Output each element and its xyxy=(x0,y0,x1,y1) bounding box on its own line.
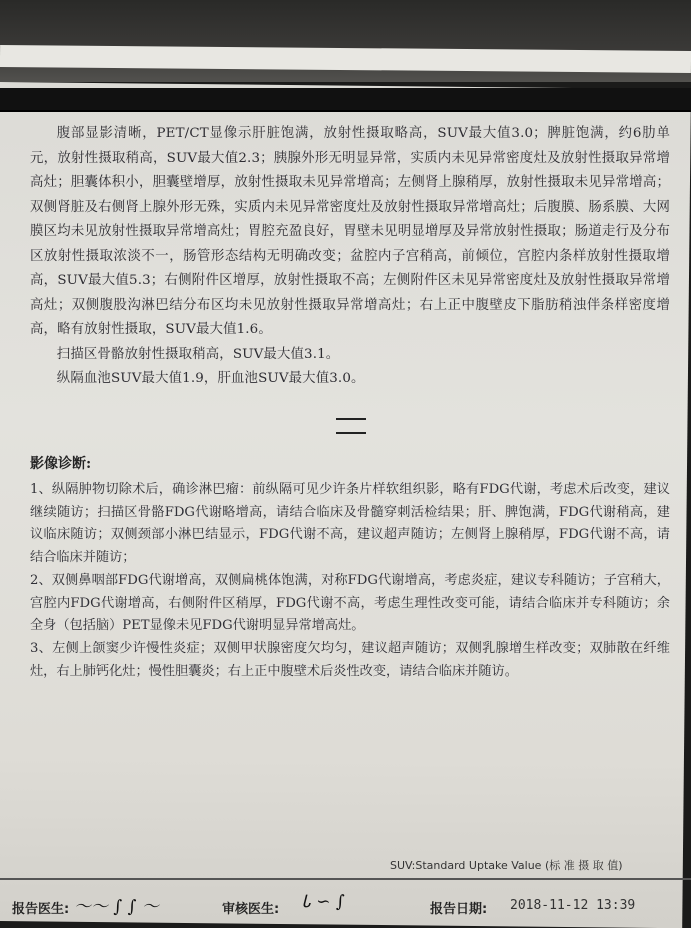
diagnosis-item-3: 3、左侧上颌窦少许慢性炎症；双侧甲状腺密度欠均匀，建议超声随访；双侧乳腺增生样改变；双肺散在纤维灶，右上肺钙化灶；慢性胆囊炎；右上正中腹壁术后炎性改变，请结合临床并随访。 xyxy=(30,640,670,679)
diagnosis-item-2: 2、双侧鼻咽部FDG代谢增高，双侧扁桃体饱满，对称FDG代谢增高，考虑炎症，建议专科随访；子宫稍大，宫腔内FDG代谢增高，右侧附件区稍厚，FDG代谢不高，考虑生理性改变可能，请结合临床并专科随访；余全身（包括脑）PET显像未见FDG代谢明显异常增高灶。 xyxy=(30,572,670,634)
signature-row xyxy=(12,892,682,920)
findings-paragraph-abdomen: 腹部显影清晰，PET/CT显像示肝脏饱满，放射性摄取略高，SUV最大值3.0；脾脏饱满，约6肋单元，放射性摄取稍高，SUV最大值2.3；胰腺外形无明显异常，实质内未见异常密度灶及放射性摄取异常增高灶；胆囊体积小，胆囊壁增厚，放射性摄取未见异常增高；左侧肾上腺稍厚，放射性摄取未见异常增高；双侧肾脏及右侧肾上腺外形无殊，实质内未见异常密度灶及放射性摄取异常增高灶；后腹膜、肠系膜、大网膜区均未见放射性摄取异常增高灶；胃腔充盈良好，胃壁未见明显增厚及异常放射性摄取；肠道走行及分布区放射性摄取浓淡不一，肠管形态结构无明确改变；盆腔内子宫稍高，前倾位，宫腔内条样放射性摄取增高，SUV最大值5.3；右侧附件区增厚，放射性摄取不高；左侧附件区未见异常密度灶及放射性摄取异常增高灶；双侧腹股沟淋巴结分布区均未见放射性摄取异常增高灶；右上正中腹壁皮下脂肪稍浊伴条样密度增高，略有放射性摄取，SUV最大值1.6。 xyxy=(30,126,670,337)
diagnosis-title: 影像诊断: xyxy=(30,456,92,472)
ink-underline-mark xyxy=(336,418,366,434)
findings-paragraph-bloodpool: 纵隔血池SUV最大值1.9，肝血池SUV最大值3.0。 xyxy=(56,371,365,386)
reviewer-signature: Ꮣ ∽ ∫ xyxy=(302,892,345,912)
signature-divider xyxy=(0,878,691,880)
reporter-signature: ～～ ∫ ∫ ～ xyxy=(74,897,159,917)
suv-footnote: SUV:Standard Uptake Value (标 准 摄 取 值) xyxy=(390,859,623,872)
findings-section xyxy=(30,122,670,392)
findings-paragraph-bone: 扫描区骨骼放射性摄取稍高，SUV最大值3.1。 xyxy=(56,346,340,362)
date-value: 2018-11-12 13:39 xyxy=(510,898,636,913)
reviewer-label: 审核医生: xyxy=(222,902,280,917)
diagnosis-item-1: 1、纵隔肿物切除术后，确诊淋巴瘤：前纵隔可见少许条片样软组织影，略有FDG代谢，考虑术后改变，建议继续随访；扫描区骨骼FDG代谢略增高，请结合临床及骨髓穿刺活检结果；肝、脾饱满，FDG代谢稍高，建议临床随访；双侧颈部小淋巴结显示，FDG代谢不高，建议超声随访；左侧肾上腺稍厚，FDG代谢不高，请结合临床并随访； xyxy=(30,482,670,566)
diagnosis-section xyxy=(30,479,670,683)
date-label: 报告日期: xyxy=(430,902,488,917)
header-band xyxy=(0,88,691,112)
reporter-label: 报告医生: xyxy=(12,902,70,917)
